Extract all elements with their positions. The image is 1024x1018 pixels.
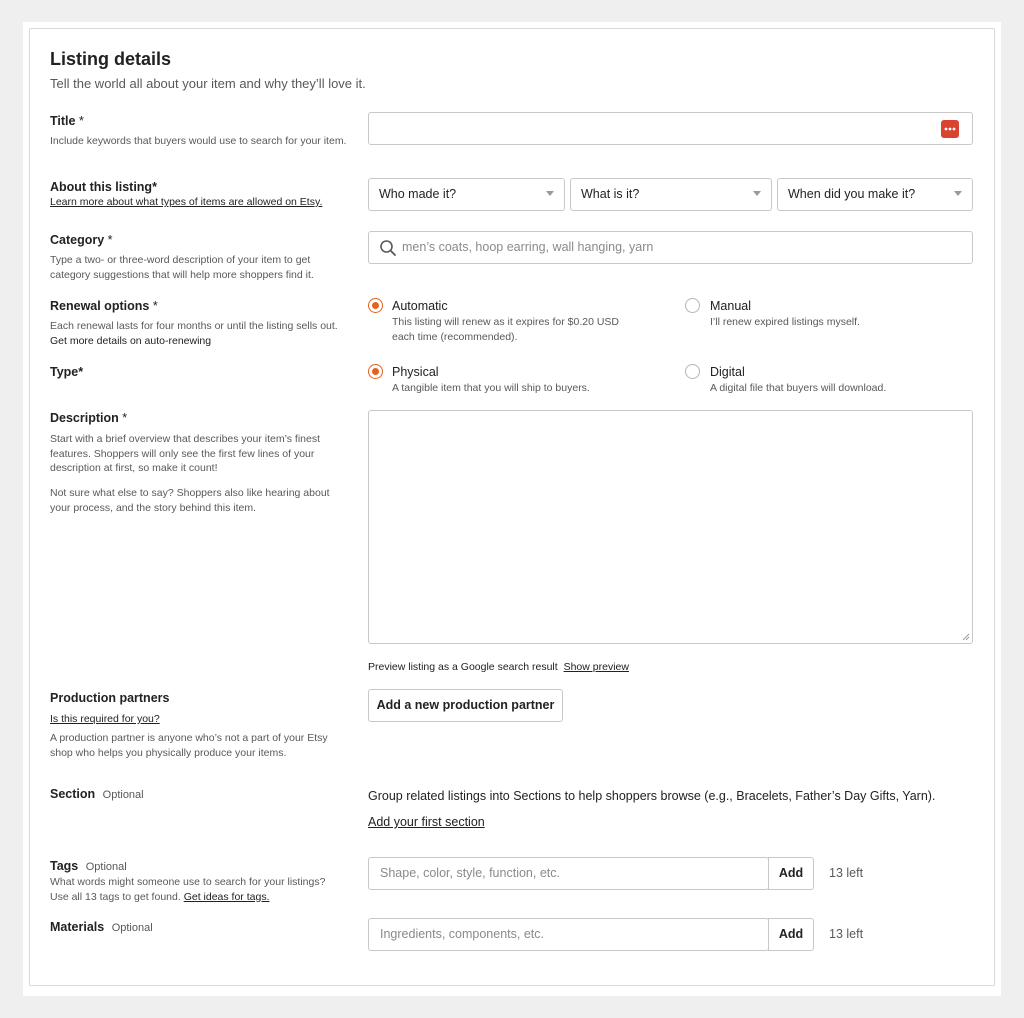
chevron-down-icon [954,191,962,196]
renewal-manual-desc: I’ll renew expired listings myself. [710,316,860,328]
materials-placeholder: Ingredients, components, etc. [380,927,544,941]
what-is-it-select[interactable] [570,178,772,211]
category-label-text: Category [50,233,105,247]
listing-details-card [29,28,995,986]
tags-label [50,859,127,873]
required-mark: * [152,299,158,313]
optional-tag: Optional [85,861,127,873]
section-label [50,787,144,801]
category-label [50,233,113,247]
description-label-text: Description [50,411,119,425]
google-preview-row [368,660,629,675]
about-learn-more-link[interactable]: Learn more about what types of items are allowed on Etsy. [50,196,323,208]
required-mark: * [107,233,113,247]
renewal-help-text: Each renewal lasts for four months or until the listing sells out. [50,320,338,332]
renewal-help [50,319,350,348]
google-preview-text: Preview listing as a Google search result [368,661,558,673]
optional-tag: Optional [102,789,144,801]
about-label: About this listing* [50,180,157,194]
what-is-it-value: What is it? [581,187,640,201]
category-help: Type a two- or three-word description of your item to get category suggestions that will help more shoppers find it. [50,254,314,281]
production-help: A production partner is anyone who’s not a part of your Etsy shop who helps you physically produce your items. [50,732,328,759]
type-digital-desc: A digital file that buyers will download. [710,382,887,394]
add-material-button[interactable]: Add [768,918,814,951]
description-help-1: Start with a brief overview that describes your item’s finest features. Shoppers will only see the first few lines of your description at first, so make it count! [50,433,321,474]
materials-input[interactable] [368,918,769,951]
tags-placeholder: Shape, color, style, function, etc. [380,866,560,880]
page-subtitle: Tell the world all about your item and why they’ll love it. [50,76,366,91]
title-label-text: Title [50,114,76,128]
section-description: Group related listings into Sections to help shoppers browse (e.g., Bracelets, Father’s Day Gifts, Yarn). [368,789,936,803]
resize-handle-icon[interactable] [962,633,970,641]
tags-help-text: What words might someone use to search for your listings? Use all 13 tags to get found. [50,876,326,903]
renewal-manual-title: Manual [710,299,751,313]
description-textarea[interactable] [368,410,973,644]
category-search-input[interactable] [368,231,973,264]
section-label-text: Section [50,787,96,801]
required-mark: * [78,114,84,128]
tags-help [50,875,340,904]
type-physical-desc: A tangible item that you will ship to buyers. [392,382,590,394]
tags-input[interactable] [368,857,769,890]
title-input[interactable] [368,112,973,145]
renewal-automatic-radio[interactable] [368,298,383,313]
production-partners-label: Production partners [50,691,170,705]
renewal-label-text: Renewal options [50,299,150,313]
show-preview-link[interactable]: Show preview [563,661,629,673]
chevron-down-icon [753,191,761,196]
tags-counter: 13 left [829,866,864,880]
renewal-automatic-desc: This listing will renew as it expires for $0.20 USD each time (recommended). [392,316,620,343]
who-made-it-value: Who made it? [379,187,457,201]
add-tag-button[interactable]: Add [768,857,814,890]
renewal-label [50,299,158,313]
materials-label-text: Materials [50,920,105,934]
auto-renew-details-link[interactable]: Get more details on auto-renewing [50,334,212,347]
required-mark: * [122,411,128,425]
description-label [50,411,127,425]
title-help: Include keywords that buyers would use to search for your item. [50,135,347,147]
dots-icon[interactable] [941,120,959,138]
description-help-2: Not sure what else to say? Shoppers also like hearing about your process, and the story behind this item. [50,487,330,514]
who-made-it-select[interactable] [368,178,565,211]
type-physical-title: Physical [392,365,439,379]
category-placeholder: men’s coats, hoop earring, wall hanging, yarn [402,240,654,254]
production-required-link[interactable]: Is this required for you? [50,713,160,725]
materials-label [50,920,153,934]
title-label [50,114,84,128]
chevron-down-icon [546,191,554,196]
optional-tag: Optional [111,922,153,934]
when-made-select[interactable] [777,178,973,211]
type-physical-radio[interactable] [368,364,383,379]
tags-label-text: Tags [50,859,79,873]
type-label: Type* [50,365,84,379]
page-title: Listing details [50,49,172,69]
renewal-manual-radio[interactable] [685,298,700,313]
add-first-section-link[interactable]: Add your first section [368,815,485,829]
type-digital-radio[interactable] [685,364,700,379]
type-digital-title: Digital [710,365,745,379]
materials-counter: 13 left [829,927,864,941]
renewal-automatic-title: Automatic [392,299,448,313]
add-production-partner-button[interactable]: Add a new production partner [368,689,563,722]
get-tag-ideas-link[interactable]: Get ideas for tags. [183,890,270,903]
search-icon [379,239,397,257]
when-made-value: When did you make it? [788,187,916,201]
